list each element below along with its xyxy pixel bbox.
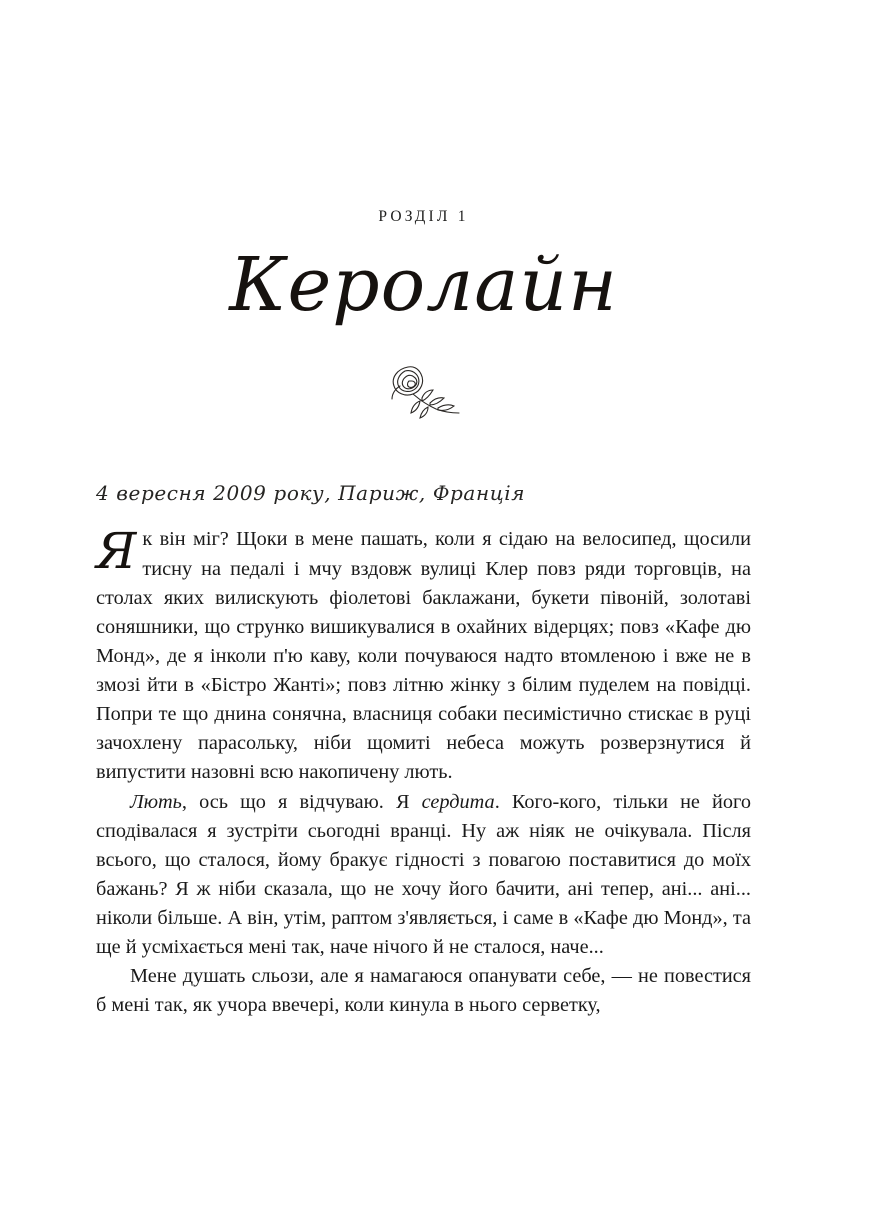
paragraph-1-text: к він міг? Щоки в мене пашать, коли я сідаю на велосипед, щосили тисну на педалі і мчу вздовж вулиці Клер повз ряди торговців, на столах яких вилискують фіолетові баклажани, букети півоній, золотаві соняшники, що струнко вишикувалися в охайних відерцях; повз «Кафе дю Монд», де я інколи п'ю каву, коли почуваюся надто втомленою і вже не в змозі йти в «Бістро Жанті»; повз літню жінку з білим пуделем на повідці. Попри те що днина сонячна, власниця собаки песимістично стискає в руці зачохлену парасольку, ніби щомиті небеса можуть розверзнутися й випустити назовні всю накопичену лють.: [96, 528, 751, 784]
paragraph-2: [96, 788, 751, 963]
paragraph-2-part1: , ось що я відчуваю. Я: [181, 790, 422, 813]
paragraph-2-part2: . Кого-кого, тільки не його сподівалася я зустріти сьогодні вранці. Ну аж ніяк не очікувала. Після всього, що сталося, йому бракує гідності з повагою поставитися до моїх бажань? Я ж ніби сказала, що не хочу його бачити, ані тепер, ані... ані... ніколи більше. А він, утім, раптом з'являється, і саме в «Кафе дю Монд», та ще й усміхається мені так, наче нічого й не сталося, наче...: [96, 790, 751, 959]
dateline: 4 вересня 2009 року, Париж, Франція: [96, 481, 526, 506]
page-content: [96, 0, 751, 1021]
dropcap: Я: [96, 522, 137, 581]
page-title: Керолайн: [229, 242, 618, 328]
paragraph-2-lead-italic: Лють: [130, 790, 182, 813]
paragraph-3: Мене душать сльози, але я намагаюся опанувати себе, — не повестися б мені так, як учора ввечері, коли кинула в нього серветку,: [96, 965, 751, 1017]
body-text: [96, 522, 751, 1020]
flower-ornament-icon: [364, 353, 484, 425]
paragraph-1: [96, 522, 751, 787]
chapter-label: РОЗДІЛ 1: [378, 208, 469, 225]
paragraph-2-italic-2: сердита: [421, 790, 495, 813]
